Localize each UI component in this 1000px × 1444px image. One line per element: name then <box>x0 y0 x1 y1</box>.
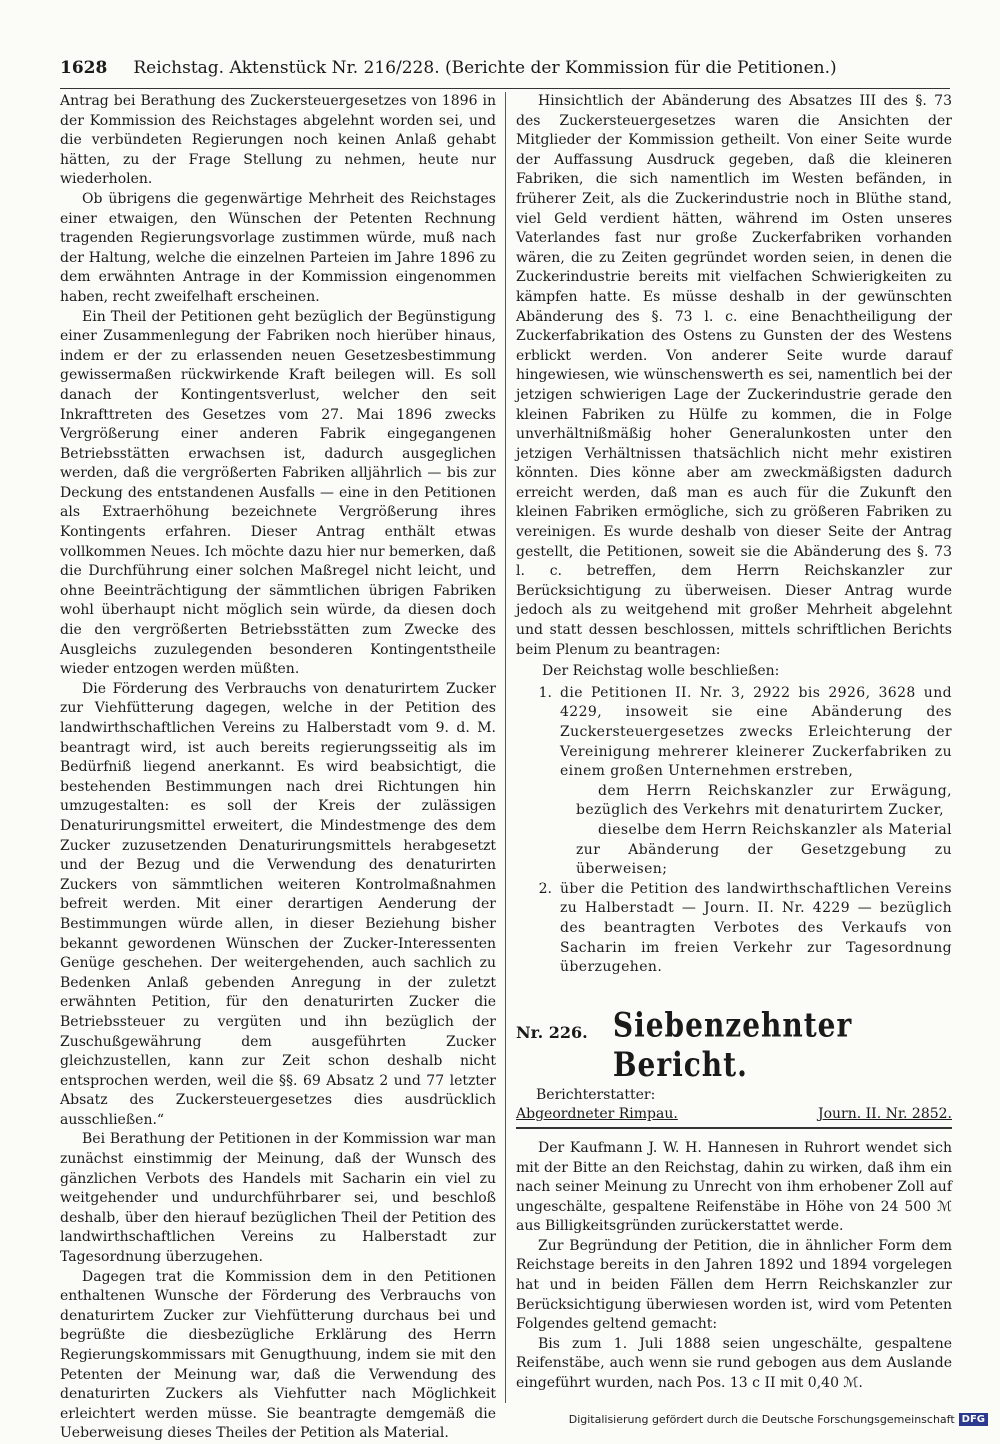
journal-number: Journ. II. Nr. 2852. <box>817 1106 952 1123</box>
motion-item-text: über die Petition des landwirthschaftlichen Vereins zu Halberstadt — Journ. II. Nr. 4229 — bezüglich des beantragten Verbotes des Verkaufs von Sacharin im freien Verkehr zur Tagesordnung überzugehen. <box>560 880 952 976</box>
motion-item-number: 1. <box>538 684 552 701</box>
reporter-block <box>516 1086 952 1129</box>
report-number: Nr. 226. <box>516 1022 588 1042</box>
motion-sub-item: dem Herrn Reichskanzler zur Erwägung, bezüglich des Verkehrs mit denaturirtem Zucker, <box>576 782 952 819</box>
motion-intro: Der Reichstag wolle beschließen: <box>542 663 780 680</box>
paragraph: Bis zum 1. Juli 1888 seien ungeschälte, gespaltene Reifenstäbe, auch wenn sie rund gebogen aus dem Auslande eingeführt wurden, nach Pos. 13 c II mit 0,40 ℳ. <box>516 1335 952 1392</box>
motion-item-text: die Petitionen II. Nr. 3, 2922 bis 2926, 3628 und 4229, insoweit sie eine Abänderung des Zuckersteuergesetzes zwecks Erleichterung der Vereinigung mehrerer kleinerer Zuckerfabriken zu einem großen Unternehmen erstreben, <box>560 684 952 780</box>
report-heading <box>516 1005 952 1085</box>
paragraph: Antrag bei Berathung des Zuckersteuergesetzes von 1896 in der Kommission des Reichstages abgelehnt worden sei, und die verbündeten Regierungen noch keinen Anlaß gehabt hätten, zu der Frage Stellung zu nehmen, heute nur wiederholen. <box>60 93 496 188</box>
page-number: 1628 <box>60 58 108 78</box>
paragraph: Dagegen trat die Kommission dem in den Petitionen enthaltenen Wunsche der Förderung des Verbrauchs von denaturirtem Zucker zur Viehfütterung durchaus bei und begrüßte die diesbezügliche Erklärung des Herrn Regierungskommissars mit Genugthuung, indem sie mit den Petenten der Meinung war, daß die Verwendung des denaturirten Zuckers als Viehfutter nach Möglichkeit erleichtert werden müsse. Sie beantragte demgemäß die Ueberweisung dieses Theiles der Petition als Material. <box>60 1268 496 1442</box>
paragraph: Bei Berathung der Petitionen in der Kommission war man zunächst einstimmig der Meinung, daß der Wunsch des gänzlichen Verbots des Handels mit Sacharin ein viel zu weitgehender und undurchführbarer sei, und beschloß deshalb, über den hierauf bezüglichen Theil der Petition des landwirthschaftlichen Vereins zu Halberstadt zur Tagesordnung überzugehen. <box>60 1131 496 1266</box>
paragraph: Hinsichtlich der Abänderung des Absatzes III des §. 73 des Zuckersteuergesetzes waren die Ansichten der Mitglieder der Kommission getheilt. Von einer Seite wurde der Auffassung Ausdruck gegeben, daß die kleineren Fabriken, die sich namentlich im Westen befänden, in früherer Zeit, als die Zuckerindustrie noch in Blüthe stand, viel Geld verdient hätten, während im Osten unseres Vaterlandes fast nur große Zuckerfabriken vorhanden wären, die zu Zeiten gegründet worden seien, in denen die Zuckerindustrie bereits mit vielfachen Schwierigkeiten zu kämpfen hatte. Es müsse deshalb in der gewünschten Abänderung des §. 73 l. c. eine Benachtheiligung der Zuckerfabrikation des Ostens zu Gunsten der des Westens erblickt werden. Von anderer Seite wurde darauf hingewiesen, wie wünschenswerth es sei, namentlich bei der jetzigen schwierigen Lage der Zuckerindustrie gerade den kleinen Fabriken zu Hülfe zu kommen, die in Folge unverhältnißmäßig hoher Generalunkosten unter den jetzigen Verhältnissen thatsächlich nicht mehr existiren könnten. Dies könne aber am zweckmäßigsten dadurch erreicht werden, daß man es auch für die Zukunft den kleinen Fabriken ermögliche, sich zu größeren Fabriken zu vereinigen. Es wurde deshalb von dieser Seite der Antrag gestellt, die Petitionen, soweit sie die Abänderung des §. 73 l. c. betreffen, dem Herrn Reichskanzler zur Berücksichtigung zu überweisen. Dieser Antrag wurde jedoch als zu weitgehend mit großer Mehrheit abgelehnt und statt dessen beschlossen, mittels schriftlichen Berichts beim Plenum zu beantragen: <box>516 93 952 658</box>
footer <box>569 1413 988 1426</box>
motion-item <box>516 684 952 782</box>
paragraph: Ob übrigens die gegenwärtige Mehrheit des Reichstages einer etwaigen, den Wünschen der Petenten Rechnung tragenden Regierungsvorlage zustimmen würde, muß nach der Haltung, welche die einzelnen Parteien im Jahre 1896 zu dem erwähnten Antrage in der Kommission eingenommen haben, recht zweifelhaft erscheinen. <box>60 190 496 305</box>
dfg-logo-icon: DFG <box>959 1413 988 1426</box>
paragraph: Die Förderung des Verbrauchs von denaturirtem Zucker zur Viehfütterung dagegen, welche in der Petition des landwirthschaftlichen Vereins zu Halberstadt vom 9. d. M. beantragt wird, ist auch bereits regierungsseitig als im Bedürfniß liegend anerkannt. Es wird beabsichtigt, die bestehenden Bestimmungen nach drei Richtungen hin umzugestalten: es soll der Kreis der zulässigen Denaturirungsmittel erweitert, die Mindestmenge des dem Zucker zuzusetzenden Denaturirungsmittels herabgesetzt und der Bezug und die Verwendung des denaturirten Zuckers von sämmtlichen weiteren Kontrolmaßnahmen befreit werden. Mit einer derartigen Aenderung der Bestimmungen würde allen, in dieser Beziehung bisher bekannt gewordenen Wünschen der Zucker-Interessenten Genüge geschehen. Der weitergehenden, auch sachlich zu Bedenken Anlaß gebenden Anregung in der zuletzt erwähnten Petition, für den denaturirten Zucker die Betriebssteuer zu vergüten und ihn bezüglich der Zuschußgewährung dem ausgeführten Zucker gleichzustellen, kann zur Zeit schon deshalb nicht entsprochen werden, weil die §§. 69 Absatz 2 und 77 letzter Absatz des Zuckersteuergesetzes dies ausdrücklich ausschließen.“ <box>60 680 496 1128</box>
header-title: Reichstag. Aktenstück Nr. 216/228. (Berichte der Kommission für die Petitionen.) <box>133 58 837 78</box>
footer-text: Digitalisierung gefördert durch die Deutsche Forschungsgemeinschaft <box>568 1413 955 1426</box>
reporter-name: Abgeordneter Rimpau. <box>516 1106 678 1123</box>
paragraph: Ein Theil der Petitionen geht bezüglich der Begünstigung einer Zusammenlegung der Fabriken noch hierüber hinaus, indem er der zu erlassenden neuen Gesetzesbestimmung gewissermaßen rückwirkende Kraft beilegen will. Es soll danach der Kontingentsverlust, welcher den seit Inkrafttreten des Gesetzes vom 27. Mai 1896 zwecks Vergrößerung einer anderen Fabrik eingegangenen Betriebsstätten erwachsen ist, dadurch ausgeglichen werden, daß die vergrößerten Fabriken alljährlich — bis zur Deckung des entstandenen Ausfalls — eine in den Petitionen als Extraerhöhung bezeichnete Vergrößerung ihres Kontingents erfahren. Dieser Antrag enthält etwas vollkommen Neues. Ich möchte dazu hier nur bemerken, daß die Durchführung einer solchen Maßregel nicht leicht, und ohne Beeinträchtigung der sämmtlichen übrigen Fabriken wohl überhaupt nicht möglich sein würde, da diesen doch die den vergrößerten Betriebsstätten zum Zwecke des Ausgleichs zuzulegenden besonderen Kontingentstheile wieder entzogen werden müßten. <box>60 308 496 678</box>
reporter-label: Berichterstatter: <box>536 1086 656 1103</box>
left-column <box>60 92 496 1444</box>
motion-sub-item: dieselbe dem Herrn Reichskanzler als Material zur Abänderung der Gesetzgebung zu überweisen; <box>576 821 952 878</box>
motion-item <box>516 880 952 978</box>
paragraph: Der Kaufmann J. W. H. Hannesen in Ruhrort wendet sich mit der Bitte an den Reichstag, dahin zu wirken, daß ihm ein nach seiner Meinung zu Unrecht von ihm erhobener Zoll auf ungeschälte, gespaltene Reifenstäbe in Höhe von 24 500 ℳ aus Billigkeitsgründen zurückerstattet werde. <box>516 1139 952 1235</box>
paragraph: Zur Begründung der Petition, die in ähnlicher Form dem Reichstage bereits in den Jahren 1892 und 1894 vorgelegen hat und in beiden Fällen dem Herrn Reichskanzler zur Berücksichtigung überwiesen worden ist, wird vom Petenten Folgendes geltend gemacht: <box>516 1237 952 1333</box>
right-column <box>516 92 952 1394</box>
reporter-row <box>516 1105 952 1129</box>
motion-item-number: 2. <box>538 880 552 897</box>
motion-block <box>516 662 952 978</box>
column-divider <box>505 92 506 1403</box>
report-title: Siebenzehnter Bericht. <box>612 1005 853 1085</box>
page-header <box>60 58 950 89</box>
